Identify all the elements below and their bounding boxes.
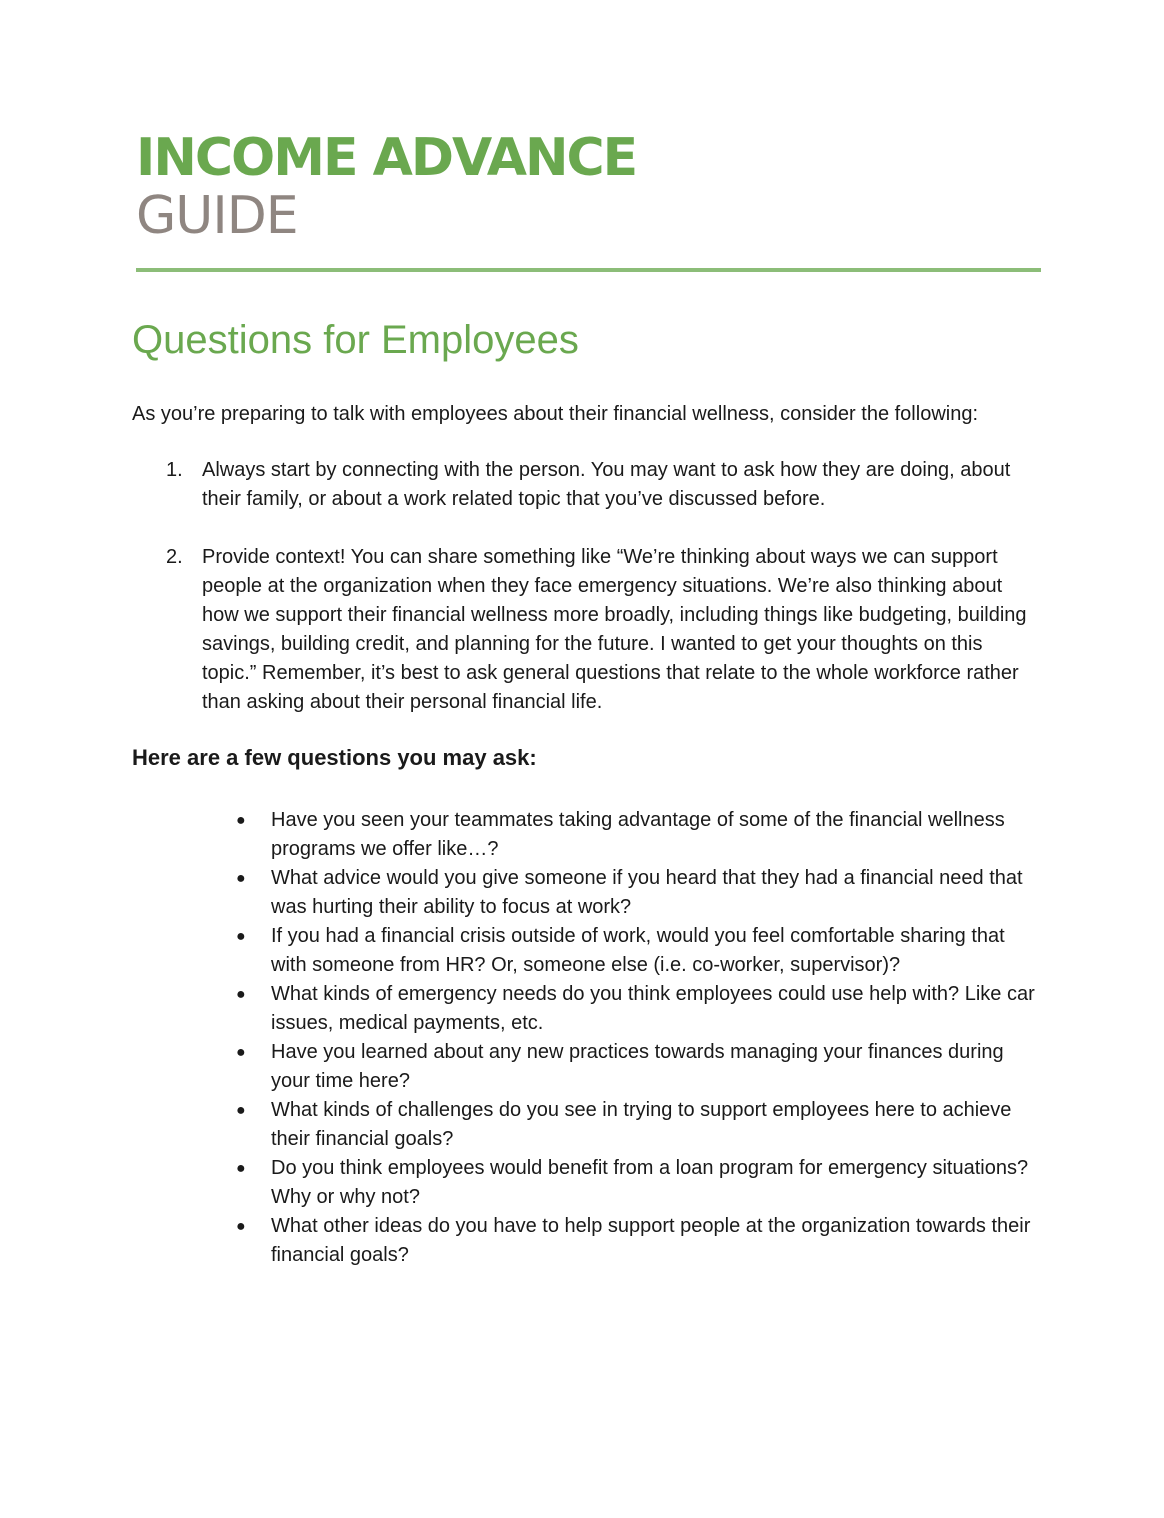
bullet-icon: ●	[236, 928, 246, 945]
brand-title-line2: GUIDE	[136, 186, 298, 246]
question-item	[0, 864, 1041, 922]
question-text: Have you learned about any new practices towards managing your finances during your time here?	[271, 1041, 1004, 1092]
step-item	[0, 456, 1042, 514]
step-text: Provide context! You can share something like “We’re thinking about ways we can support people at the organization when they face emergency situations. We’re also thinking about how we support their financial wellness more broadly, including things like budgeting, building savings, building credit, and planning for the future. I wanted to get your thoughts on this topic.” Remember, it’s best to ask general questions that relate to the whole workforce rather than asking about their personal financial life.	[202, 546, 1027, 713]
question-text: What advice would you give someone if you heard that they had a financial need that was hurting their ability to focus at work?	[271, 867, 1023, 918]
bullet-icon: ●	[236, 986, 246, 1003]
question-text: What kinds of challenges do you see in trying to support employees here to achieve their financial goals?	[271, 1099, 1012, 1150]
question-item	[0, 980, 1041, 1038]
step-number: 1.	[166, 459, 183, 481]
bullet-icon: ●	[236, 870, 246, 887]
question-item	[0, 922, 1041, 980]
question-item	[0, 1038, 1041, 1096]
question-item	[0, 1212, 1041, 1270]
questions-subheading: Here are a few questions you may ask:	[132, 745, 537, 770]
question-item	[0, 1154, 1041, 1212]
question-item	[0, 1096, 1041, 1154]
header-divider	[136, 268, 1041, 272]
questions-list	[0, 806, 1164, 1270]
step-number: 2.	[166, 546, 183, 568]
question-text: If you had a financial crisis outside of work, would you feel comfortable sharing that with someone from HR? Or, someone else (i.e. co-worker, supervisor)?	[271, 925, 1005, 976]
section-title: Questions for Employees	[132, 318, 579, 362]
question-item	[0, 806, 1041, 864]
steps-list	[0, 456, 1164, 746]
bullet-icon: ●	[236, 1102, 246, 1119]
question-text: Do you think employees would benefit from a loan program for emergency situations? Why or why not?	[271, 1157, 1029, 1208]
bullet-icon: ●	[236, 1160, 246, 1177]
bullet-icon: ●	[236, 1044, 246, 1061]
step-item	[0, 543, 1042, 717]
step-text: Always start by connecting with the person. You may want to ask how they are doing, about their family, or about a work related topic that you’ve discussed before.	[202, 459, 1011, 510]
bullet-icon: ●	[236, 1218, 246, 1235]
brand-title-line1: INCOME ADVANCE	[136, 128, 637, 188]
question-text: What kinds of emergency needs do you think employees could use help with? Like car issues, medical payments, etc.	[271, 983, 1035, 1034]
bullet-icon: ●	[236, 812, 246, 829]
brand-logo	[136, 128, 636, 244]
intro-paragraph: As you’re preparing to talk with employees about their financial wellness, consider the following:	[132, 403, 979, 425]
question-text: What other ideas do you have to help support people at the organization towards their financial goals?	[271, 1215, 1031, 1266]
question-text: Have you seen your teammates taking advantage of some of the financial wellness programs we offer like…?	[271, 809, 1005, 860]
